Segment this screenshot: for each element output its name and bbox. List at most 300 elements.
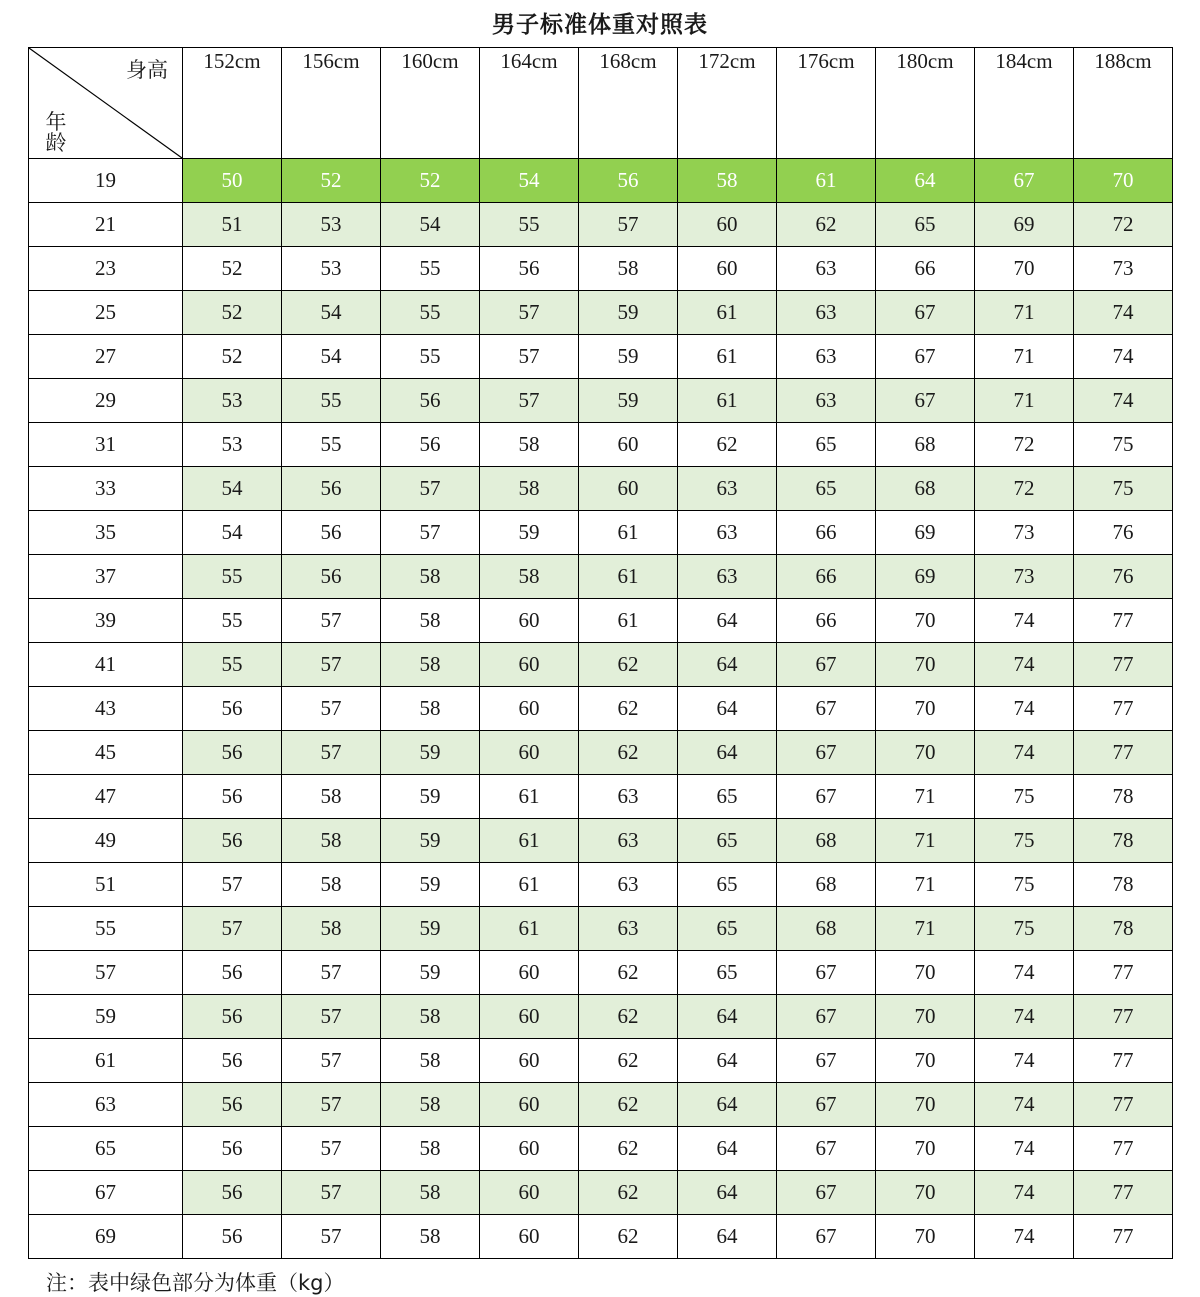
weight-cell: 58	[381, 643, 480, 687]
weight-cell: 74	[975, 1127, 1074, 1171]
weight-cell: 61	[480, 819, 579, 863]
age-cell: 61	[29, 1039, 183, 1083]
weight-cell: 62	[579, 1215, 678, 1259]
weight-cell: 60	[480, 687, 579, 731]
weight-cell: 58	[282, 775, 381, 819]
weight-cell: 77	[1074, 995, 1173, 1039]
weight-cell: 51	[183, 203, 282, 247]
weight-cell: 59	[381, 731, 480, 775]
weight-cell: 57	[282, 995, 381, 1039]
weight-cell: 75	[975, 775, 1074, 819]
weight-cell: 54	[183, 467, 282, 511]
weight-cell: 58	[381, 1127, 480, 1171]
weight-cell: 65	[678, 907, 777, 951]
weight-cell: 70	[876, 1215, 975, 1259]
weight-cell: 78	[1074, 907, 1173, 951]
weight-cell: 67	[777, 731, 876, 775]
age-cell: 67	[29, 1171, 183, 1215]
weight-cell: 63	[678, 511, 777, 555]
weight-cell: 67	[777, 775, 876, 819]
weight-cell: 56	[183, 1215, 282, 1259]
weight-cell: 71	[975, 335, 1074, 379]
weight-cell: 75	[1074, 423, 1173, 467]
weight-cell: 77	[1074, 687, 1173, 731]
weight-cell: 57	[480, 291, 579, 335]
weight-cell: 57	[381, 511, 480, 555]
header-height-168cm: 168cm	[579, 48, 678, 159]
weight-cell: 77	[1074, 599, 1173, 643]
weight-cell: 74	[975, 951, 1074, 995]
weight-cell: 70	[975, 247, 1074, 291]
weight-cell: 64	[678, 1127, 777, 1171]
weight-cell: 62	[579, 1127, 678, 1171]
weight-cell: 54	[282, 291, 381, 335]
weight-cell: 69	[876, 555, 975, 599]
age-cell: 35	[29, 511, 183, 555]
weight-cell: 61	[480, 863, 579, 907]
table-row	[29, 1083, 1173, 1127]
age-cell: 45	[29, 731, 183, 775]
weight-cell: 53	[183, 379, 282, 423]
header-height-188cm: 188cm	[1074, 48, 1173, 159]
weight-cell: 63	[579, 863, 678, 907]
header-age-label: 年龄	[45, 110, 67, 155]
table-row	[29, 247, 1173, 291]
weight-cell: 70	[876, 1127, 975, 1171]
weight-cell: 54	[183, 511, 282, 555]
weight-cell: 60	[480, 1127, 579, 1171]
weight-cell: 59	[579, 291, 678, 335]
weight-cell: 74	[975, 687, 1074, 731]
weight-cell: 55	[183, 555, 282, 599]
weight-cell: 67	[777, 1171, 876, 1215]
weight-cell: 56	[282, 467, 381, 511]
weight-cell: 63	[777, 335, 876, 379]
weight-cell: 60	[678, 247, 777, 291]
header-height-184cm: 184cm	[975, 48, 1074, 159]
weight-cell: 66	[777, 599, 876, 643]
table-row	[29, 291, 1173, 335]
weight-cell: 59	[381, 819, 480, 863]
weight-cell: 57	[282, 1127, 381, 1171]
weight-cell: 61	[480, 775, 579, 819]
weight-cell: 57	[183, 907, 282, 951]
weight-cell: 75	[975, 907, 1074, 951]
weight-cell: 61	[579, 555, 678, 599]
weight-cell: 67	[777, 687, 876, 731]
weight-cell: 67	[777, 995, 876, 1039]
page-title: 男子标准体重对照表	[492, 12, 708, 38]
weight-cell: 55	[381, 335, 480, 379]
weight-cell: 60	[480, 951, 579, 995]
weight-cell: 65	[678, 951, 777, 995]
weight-cell: 63	[777, 379, 876, 423]
weight-cell: 67	[876, 291, 975, 335]
weight-cell: 67	[777, 1127, 876, 1171]
weight-cell: 67	[777, 1083, 876, 1127]
weight-cell: 68	[777, 863, 876, 907]
weight-cell: 56	[183, 995, 282, 1039]
age-cell: 69	[29, 1215, 183, 1259]
table-row	[29, 995, 1173, 1039]
weight-cell: 70	[876, 643, 975, 687]
weight-cell: 74	[975, 599, 1074, 643]
weight-cell: 69	[876, 511, 975, 555]
weight-cell: 58	[579, 247, 678, 291]
header-height-156cm: 156cm	[282, 48, 381, 159]
weight-cell: 64	[678, 1039, 777, 1083]
table-row	[29, 379, 1173, 423]
weight-cell: 72	[975, 423, 1074, 467]
weight-cell: 67	[777, 1039, 876, 1083]
weight-cell: 64	[876, 159, 975, 203]
weight-cell: 67	[777, 951, 876, 995]
weight-cell: 57	[381, 467, 480, 511]
weight-cell: 58	[480, 555, 579, 599]
weight-cell: 77	[1074, 1083, 1173, 1127]
weight-cell: 77	[1074, 1127, 1173, 1171]
weight-cell: 58	[480, 467, 579, 511]
age-cell: 37	[29, 555, 183, 599]
weight-cell: 63	[777, 247, 876, 291]
weight-cell: 71	[876, 907, 975, 951]
weight-cell: 74	[975, 1039, 1074, 1083]
weight-cell: 56	[579, 159, 678, 203]
weight-cell: 58	[678, 159, 777, 203]
weight-cell: 70	[876, 1171, 975, 1215]
table-row	[29, 907, 1173, 951]
weight-cell: 67	[777, 1215, 876, 1259]
table-row	[29, 423, 1173, 467]
weight-cell: 62	[678, 423, 777, 467]
table-row	[29, 1171, 1173, 1215]
weight-cell: 56	[183, 951, 282, 995]
weight-cell: 57	[282, 599, 381, 643]
weight-cell: 57	[579, 203, 678, 247]
weight-cell: 64	[678, 1215, 777, 1259]
weight-cell: 58	[480, 423, 579, 467]
weight-cell: 54	[381, 203, 480, 247]
weight-cell: 58	[381, 599, 480, 643]
weight-cell: 58	[381, 1171, 480, 1215]
weight-cell: 67	[876, 379, 975, 423]
weight-cell: 55	[381, 247, 480, 291]
weight-cell: 57	[282, 1083, 381, 1127]
table-row	[29, 159, 1173, 203]
weight-cell: 62	[579, 1171, 678, 1215]
weight-cell: 57	[480, 335, 579, 379]
weight-cell: 53	[282, 247, 381, 291]
weight-cell: 65	[678, 819, 777, 863]
weight-cell: 55	[282, 423, 381, 467]
weight-cell: 57	[282, 951, 381, 995]
weight-cell: 60	[579, 423, 678, 467]
weight-cell: 77	[1074, 731, 1173, 775]
weight-cell: 57	[282, 1215, 381, 1259]
weight-cell: 60	[480, 643, 579, 687]
weight-cell: 56	[183, 1171, 282, 1215]
weight-cell: 56	[183, 819, 282, 863]
weight-cell: 59	[480, 511, 579, 555]
weight-cell: 63	[777, 291, 876, 335]
weight-cell: 77	[1074, 643, 1173, 687]
weight-cell: 67	[876, 335, 975, 379]
weight-cell: 59	[381, 863, 480, 907]
weight-cell: 63	[579, 819, 678, 863]
weight-cell: 68	[876, 467, 975, 511]
weight-cell: 76	[1074, 555, 1173, 599]
weight-cell: 54	[480, 159, 579, 203]
table-row	[29, 863, 1173, 907]
weight-cell: 57	[480, 379, 579, 423]
weight-cell: 65	[876, 203, 975, 247]
standard-weight-table	[28, 47, 1173, 1259]
weight-cell: 52	[183, 335, 282, 379]
age-cell: 47	[29, 775, 183, 819]
table-row	[29, 555, 1173, 599]
header-height-172cm: 172cm	[678, 48, 777, 159]
weight-cell: 60	[480, 599, 579, 643]
weight-cell: 59	[381, 951, 480, 995]
weight-cell: 55	[282, 379, 381, 423]
age-cell: 39	[29, 599, 183, 643]
weight-cell: 62	[579, 643, 678, 687]
table-row	[29, 1215, 1173, 1259]
table-row	[29, 335, 1173, 379]
weight-cell: 74	[975, 1215, 1074, 1259]
weight-cell: 68	[876, 423, 975, 467]
weight-cell: 60	[678, 203, 777, 247]
weight-cell: 61	[579, 511, 678, 555]
weight-cell: 57	[282, 1039, 381, 1083]
weight-cell: 58	[381, 555, 480, 599]
weight-cell: 55	[183, 643, 282, 687]
weight-cell: 77	[1074, 1171, 1173, 1215]
weight-cell: 65	[678, 775, 777, 819]
table-row	[29, 203, 1173, 247]
weight-cell: 70	[1074, 159, 1173, 203]
weight-cell: 74	[975, 643, 1074, 687]
weight-cell: 77	[1074, 1215, 1173, 1259]
weight-cell: 60	[480, 1215, 579, 1259]
weight-cell: 58	[282, 863, 381, 907]
weight-cell: 70	[876, 995, 975, 1039]
weight-cell: 55	[381, 291, 480, 335]
weight-cell: 57	[282, 731, 381, 775]
weight-cell: 59	[381, 775, 480, 819]
weight-cell: 65	[678, 863, 777, 907]
weight-cell: 59	[381, 907, 480, 951]
weight-cell: 69	[975, 203, 1074, 247]
weight-cell: 64	[678, 1171, 777, 1215]
weight-cell: 73	[975, 555, 1074, 599]
weight-cell: 57	[183, 863, 282, 907]
weight-cell: 72	[975, 467, 1074, 511]
weight-cell: 64	[678, 1083, 777, 1127]
weight-cell: 74	[975, 1083, 1074, 1127]
weight-cell: 67	[777, 643, 876, 687]
weight-cell: 62	[579, 731, 678, 775]
weight-cell: 73	[975, 511, 1074, 555]
weight-cell: 60	[480, 1039, 579, 1083]
weight-cell: 54	[282, 335, 381, 379]
header-height-176cm: 176cm	[777, 48, 876, 159]
weight-cell: 74	[1074, 291, 1173, 335]
weight-cell: 74	[975, 731, 1074, 775]
weight-cell: 52	[183, 291, 282, 335]
weight-cell: 65	[777, 423, 876, 467]
weight-cell: 61	[678, 291, 777, 335]
weight-cell: 66	[777, 555, 876, 599]
weight-cell: 74	[1074, 379, 1173, 423]
header-corner-cell	[29, 48, 183, 159]
weight-cell: 71	[876, 819, 975, 863]
weight-cell: 77	[1074, 951, 1173, 995]
header-height-160cm: 160cm	[381, 48, 480, 159]
weight-cell: 65	[777, 467, 876, 511]
weight-cell: 62	[777, 203, 876, 247]
weight-cell: 66	[777, 511, 876, 555]
weight-cell: 71	[975, 291, 1074, 335]
table-row	[29, 643, 1173, 687]
weight-cell: 76	[1074, 511, 1173, 555]
weight-cell: 64	[678, 731, 777, 775]
weight-cell: 64	[678, 687, 777, 731]
table-row	[29, 731, 1173, 775]
weight-cell: 59	[579, 379, 678, 423]
weight-cell: 53	[282, 203, 381, 247]
weight-cell: 58	[282, 819, 381, 863]
weight-cell: 71	[876, 863, 975, 907]
weight-cell: 57	[282, 1171, 381, 1215]
weight-cell: 62	[579, 687, 678, 731]
age-cell: 51	[29, 863, 183, 907]
table-row	[29, 819, 1173, 863]
table-note: 注：表中绿色部分为体重（kg）	[46, 1271, 345, 1295]
weight-cell: 57	[282, 687, 381, 731]
table-row	[29, 775, 1173, 819]
table-row	[29, 687, 1173, 731]
header-height-164cm: 164cm	[480, 48, 579, 159]
age-cell: 33	[29, 467, 183, 511]
weight-cell: 52	[381, 159, 480, 203]
weight-cell: 70	[876, 599, 975, 643]
weight-cell: 56	[381, 423, 480, 467]
weight-cell: 63	[579, 907, 678, 951]
age-cell: 57	[29, 951, 183, 995]
weight-cell: 74	[1074, 335, 1173, 379]
weight-cell: 62	[579, 951, 678, 995]
weight-cell: 61	[678, 379, 777, 423]
weight-cell: 56	[183, 775, 282, 819]
weight-cell: 60	[480, 1171, 579, 1215]
weight-cell: 58	[381, 1039, 480, 1083]
weight-cell: 77	[1074, 1039, 1173, 1083]
weight-cell: 55	[480, 203, 579, 247]
weight-cell: 50	[183, 159, 282, 203]
weight-cell: 56	[183, 1127, 282, 1171]
header-height-152cm: 152cm	[183, 48, 282, 159]
weight-cell: 64	[678, 995, 777, 1039]
weight-cell: 56	[282, 511, 381, 555]
weight-cell: 60	[480, 995, 579, 1039]
weight-cell: 62	[579, 995, 678, 1039]
weight-cell: 70	[876, 1039, 975, 1083]
age-cell: 23	[29, 247, 183, 291]
age-cell: 43	[29, 687, 183, 731]
weight-cell: 70	[876, 951, 975, 995]
weight-cell: 64	[678, 643, 777, 687]
age-cell: 63	[29, 1083, 183, 1127]
table-row	[29, 951, 1173, 995]
age-cell: 65	[29, 1127, 183, 1171]
weight-cell: 74	[975, 995, 1074, 1039]
table-header-row	[29, 48, 1173, 159]
age-cell: 41	[29, 643, 183, 687]
weight-cell: 63	[678, 467, 777, 511]
weight-cell: 70	[876, 1083, 975, 1127]
weight-cell: 78	[1074, 819, 1173, 863]
header-height-180cm: 180cm	[876, 48, 975, 159]
weight-cell: 71	[876, 775, 975, 819]
weight-cell: 63	[579, 775, 678, 819]
weight-cell: 52	[282, 159, 381, 203]
weight-cell: 58	[381, 995, 480, 1039]
weight-cell: 70	[876, 731, 975, 775]
weight-cell: 56	[282, 555, 381, 599]
table-row	[29, 599, 1173, 643]
weight-cell: 63	[678, 555, 777, 599]
weight-cell: 62	[579, 1083, 678, 1127]
weight-cell: 55	[183, 599, 282, 643]
age-cell: 25	[29, 291, 183, 335]
weight-cell: 61	[579, 599, 678, 643]
weight-cell: 56	[183, 1083, 282, 1127]
weight-cell: 66	[876, 247, 975, 291]
weight-cell: 68	[777, 819, 876, 863]
weight-cell: 73	[1074, 247, 1173, 291]
weight-cell: 78	[1074, 863, 1173, 907]
age-cell: 21	[29, 203, 183, 247]
weight-cell: 58	[381, 1215, 480, 1259]
age-cell: 55	[29, 907, 183, 951]
weight-cell: 61	[678, 335, 777, 379]
table-row	[29, 467, 1173, 511]
weight-cell: 58	[381, 1083, 480, 1127]
weight-cell: 68	[777, 907, 876, 951]
weight-cell: 57	[282, 643, 381, 687]
header-height-label: 身高	[126, 58, 168, 82]
age-cell: 49	[29, 819, 183, 863]
weight-cell: 75	[975, 819, 1074, 863]
weight-cell: 52	[183, 247, 282, 291]
weight-cell: 78	[1074, 775, 1173, 819]
table-body	[29, 48, 1173, 1259]
weight-cell: 62	[579, 1039, 678, 1083]
weight-cell: 75	[1074, 467, 1173, 511]
weight-cell: 61	[777, 159, 876, 203]
weight-cell: 60	[480, 1083, 579, 1127]
weight-cell: 60	[579, 467, 678, 511]
weight-cell: 53	[183, 423, 282, 467]
weight-cell: 56	[183, 1039, 282, 1083]
age-cell: 27	[29, 335, 183, 379]
weight-cell: 56	[381, 379, 480, 423]
weight-cell: 58	[381, 687, 480, 731]
weight-cell: 75	[975, 863, 1074, 907]
weight-cell: 56	[183, 731, 282, 775]
age-cell: 59	[29, 995, 183, 1039]
